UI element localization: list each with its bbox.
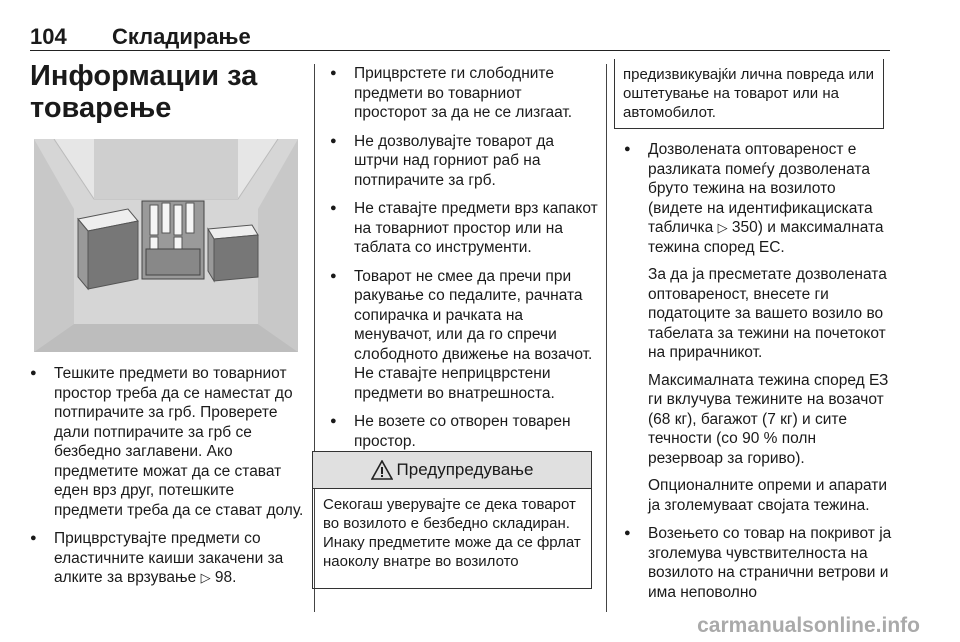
warning-title: Предупредување — [396, 460, 534, 479]
box-right — [208, 225, 258, 281]
paragraph: За да ја пресметате дозволената оптовареност, внесете ги податоците за вашето возило во табелата за тежини на почетокот на прирачникот. — [648, 266, 887, 361]
crate-middle — [142, 201, 204, 279]
warning-box — [312, 451, 592, 589]
watermark: carmanualsonline.info — [697, 614, 920, 637]
list-item: ● Возењето со товар на покривот ја зголемува чувствителноста на возилото на странични ветрови и има неповолно — [624, 524, 892, 602]
list-item: ● Товарот не смее да пречи при ракување со педалите, рачната сопирачка и рачката на менувачот, или да го спречи слободното движење на возачот. Не ставајте неприцврстени предмети во внатрешноста. — [330, 267, 598, 404]
list-item: ● Не дозволувајте товарот да штрчи над горниот раб на потпирачите за грб. — [330, 132, 598, 191]
warning-icon — [371, 460, 393, 480]
column-divider — [606, 64, 607, 612]
column-1 — [30, 364, 305, 597]
warning-header — [313, 452, 591, 489]
cargo-drawing — [34, 139, 298, 352]
page-ref-icon[interactable]: ▷ — [200, 570, 211, 585]
section-title: Информации за товарење — [30, 60, 258, 124]
cargo-illustration — [34, 139, 298, 352]
page-ref[interactable]: 350) и максималната тежина според ЕС. — [648, 219, 884, 256]
page-ref[interactable]: 98. — [214, 569, 237, 586]
column-2 — [330, 64, 598, 460]
chapter-title: Складирање — [112, 24, 251, 49]
paragraph: Опционалните опреми и апарати ја зголемуваат својата тежина. — [648, 477, 888, 514]
list-item: ● Не возете со отворен товарен простор. — [330, 412, 598, 451]
column-3 — [624, 140, 892, 611]
list-item: ● Прицврстете ги слободните предмети во товарниот просторот за да не се лизгаат. — [330, 64, 598, 123]
page-header — [30, 24, 890, 51]
warning-box-continued: предизвикувајќи лична повреда или оштетување на товарот или на автомобилот. — [614, 59, 884, 129]
paragraph: Максималната тежина според ЕЗ ги вклучува тежините на возачот (68 кг), багажот (7 кг) и сите течности (со 90 % полн резервоар за гориво). — [648, 371, 889, 467]
warning-text: Секогаш уверувајте се дека товарот во возилото е безбедно складиран. Инаку предметите може да се фрлат наоколу внатре во возилото — [323, 496, 581, 570]
list-item — [624, 140, 892, 515]
box-left — [78, 209, 138, 289]
list-item — [30, 529, 305, 588]
page-ref-icon[interactable]: ▷ — [717, 220, 728, 235]
page-number: 104 — [30, 24, 67, 49]
list-item: ● Тешките предмети во товарниот простор треба да се наместат до потпирачите за грб. Проверете дали потпирачите за грб се безбедно заглавени. Ако предметите можат да се стават еден врз друг, потешките предмети треба да се стават долу. — [30, 364, 305, 520]
list-item-text: Дозволената оптовареност е разликата помеѓу дозволената бруто тежина на возилото (видете на идентификациската табличка — [648, 141, 873, 236]
list-item: ● Не ставајте предмети врз капакот на товарниот простор или на таблата со инструменти. — [330, 199, 598, 258]
list-item-text: Прицврстувајте предмети со еластичните каиши закачени за алките за врзување — [54, 530, 284, 586]
